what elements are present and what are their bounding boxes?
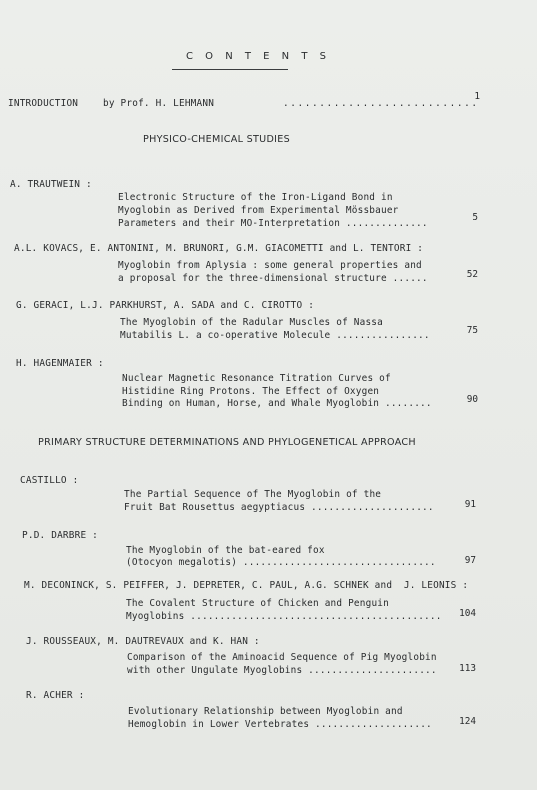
entry-authors: CASTILLO : <box>20 475 79 486</box>
entry-title-line: Myoglobin as Derived from Experimental Mössbauer <box>118 205 399 216</box>
entry-title-line: The Partial Sequence of The Myoglobin of the <box>124 489 382 500</box>
intro-label: INTRODUCTION <box>8 98 79 109</box>
section-physico: PHYSICO-CHEMICAL STUDIES <box>143 134 291 145</box>
entry-authors: J. ROUSSEAUX, M. DAUTREVAUX and K. HAN : <box>26 636 260 647</box>
entry-page: 5 <box>472 212 478 223</box>
entry-authors: A. TRAUTWEIN : <box>10 179 92 190</box>
entry-page: 91 <box>464 499 476 510</box>
entry-title-line: (Otocyon megalotis) ................................. <box>126 557 436 568</box>
entry-title-line: a proposal for the three-dimensional structure ...... <box>118 273 428 284</box>
intro-author: by Prof. H. LEHMANN <box>103 98 215 109</box>
entry-title-line: Evolutionary Relationship between Myoglobin and <box>128 706 403 717</box>
entry-title-line: Fruit Bat Rousettus aegyptiacus ..................... <box>124 502 434 513</box>
contents-title: C O N T E N T S <box>186 51 331 62</box>
section-primary: PRIMARY STRUCTURE DETERMINATIONS AND PHYLOGENETICAL APPROACH <box>38 437 416 448</box>
entry-authors: A.L. KOVACS, E. ANTONINI, M. BRUNORI, G.M. GIACOMETTI and L. TENTORI : <box>14 243 424 254</box>
entry-title-line: The Myoglobin of the Radular Muscles of Nassa <box>120 317 383 328</box>
entry-page: 52 <box>466 269 478 280</box>
title-underline <box>172 69 288 70</box>
entry-title-line: with other Ungulate Myoglobins ...................... <box>127 665 437 676</box>
entry-authors: M. DECONINCK, S. PEIFFER, J. DEPRETER, C. PAUL, A.G. SCHNEK and J. LEONIS : <box>24 580 469 591</box>
entry-page: 75 <box>466 325 478 336</box>
entry-authors: H. HAGENMAIER : <box>16 358 104 369</box>
entry-title-line: Comparison of the Aminoacid Sequence of Pig Myoglobin <box>127 652 437 663</box>
entry-authors: P.D. DARBRE : <box>22 530 98 541</box>
entry-page: 113 <box>459 663 476 674</box>
entry-title-line: Binding on Human, Horse, and Whale Myoglobin ........ <box>122 398 432 409</box>
entry-title-line: Histidine Ring Protons. The Effect of Oxygen <box>122 386 380 397</box>
intro-page: 1 <box>474 91 480 102</box>
entry-page: 124 <box>459 716 476 727</box>
intro-dots: ........................... <box>283 98 479 109</box>
entry-page: 90 <box>466 394 478 405</box>
entry-title-line: The Covalent Structure of Chicken and Penguin <box>126 598 389 609</box>
entry-title-line: Myoglobins ........................................... <box>126 611 442 622</box>
entry-page: 97 <box>464 555 476 566</box>
entry-title-line: The Myoglobin of the bat-eared fox <box>126 545 325 556</box>
entry-authors: G. GERACI, L.J. PARKHURST, A. SADA and C. CIROTTO : <box>16 300 315 311</box>
entry-title-line: Mutabilis L. a co-operative Molecule ................ <box>120 330 430 341</box>
entry-authors: R. ACHER : <box>26 690 85 701</box>
entry-title-line: Electronic Structure of the Iron-Ligand Bond in <box>118 192 393 203</box>
entry-page: 104 <box>459 608 476 619</box>
entry-title-line: Nuclear Magnetic Resonance Titration Curves of <box>122 373 391 384</box>
entry-title-line: Myoglobin from Aplysia : some general properties and <box>118 260 422 271</box>
entry-title-line: Hemoglobin in Lower Vertebrates .................... <box>128 719 432 730</box>
entry-title-line: Parameters and their MO-Interpretation .............. <box>118 218 428 229</box>
